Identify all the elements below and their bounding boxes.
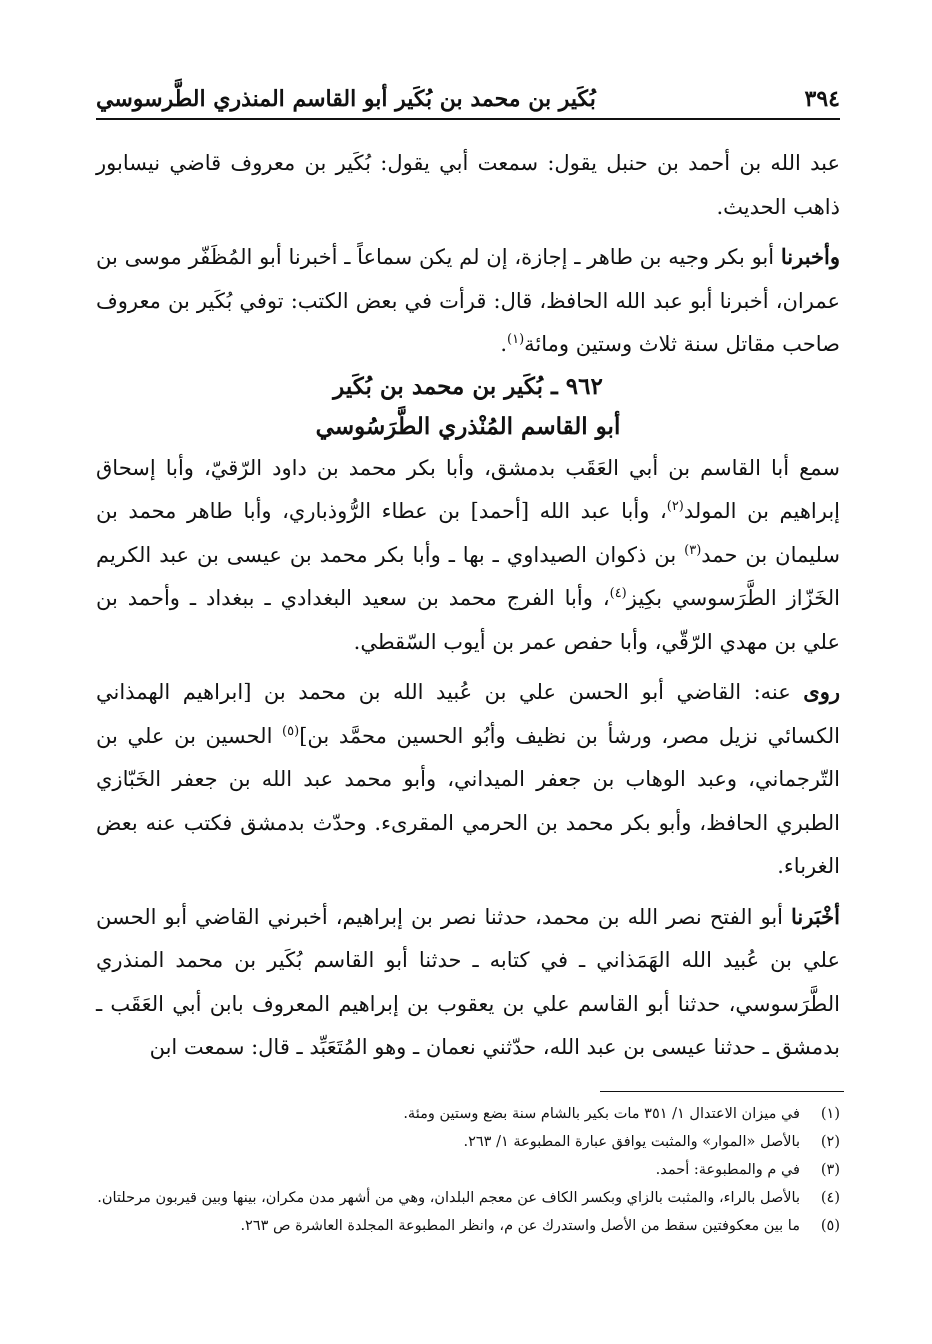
page-number: ٣٩٤	[804, 86, 840, 112]
footnote-3	[96, 1156, 840, 1184]
paragraph-3	[96, 447, 840, 665]
paragraph-5	[96, 895, 840, 1070]
paragraph-2-text: أبو بكر وجيه بن طاهر ـ إجازة، إن لم يكن سماعاً ـ أخبرنا أبو المُظَفّر موسى بن عمران، أخبرنا أبو عبد الله الحافظ، قال: قرأت في بعض الكتب: توفي بُكَير بن معروف صاحب مقاتل سنة ثلاث وستين ومائة	[96, 245, 840, 356]
footnote-ref-4: (٤)	[609, 586, 627, 601]
footnote-2	[96, 1128, 840, 1156]
paragraph-3-d: ، وأبا الفرج محمد بن سعيد البغدادي ـ ببغداد ـ وأحمد بن علي بن مهدي الرّقّي، وأبا حفص عمر بن أيوب السّقطي.	[96, 586, 840, 654]
footnote-text: بالأصل «الموار» والمثبت يوافق عبارة المطبوعة ١/ ٢٦٣.	[463, 1134, 800, 1150]
entry-title-line-2: أبو القاسم المُنْذري الطَّرَسُوسي	[315, 412, 621, 440]
running-title: بُكَير بن محمد بن بُكَير أبو القاسم المنذري الطَّرسوسي	[96, 86, 596, 112]
paragraph-2	[96, 235, 840, 367]
footnote-ref-5: (٥)	[282, 723, 300, 739]
paragraph-3-a: سمع أبا القاسم بن أبي العَقَب بدمشق، وأبا بكر محمد بن داود الرّقيّ، وأبا إسحاق إبراهيم بن المولد	[96, 455, 841, 523]
footnote-number: (٣)	[820, 1162, 840, 1178]
footnote-text: في ميزان الاعتدال ١/ ٣٥١ مات بكير بالشام سنة بضع وستين ومئة.	[403, 1106, 800, 1122]
paragraph-4-lead: روى	[803, 679, 840, 704]
paragraph-5-lead: أخْبَرنا	[791, 903, 840, 929]
footnote-text: في م والمطبوعة: أحمد.	[655, 1162, 800, 1178]
footnote-5	[96, 1212, 840, 1240]
footnote-number: (٢)	[820, 1134, 840, 1150]
footnote-text: ما بين معكوفتين سقط من الأصل واستدرك عن م، وانظر المطبوعة المجلدة العاشرة ص ٢٦٣.	[240, 1218, 800, 1234]
footnote-1	[96, 1100, 840, 1128]
paragraph-3-b: ، وأبا عبد الله [أحمد] بن عطاء الرُّوذباري، وأبا طاهر محمد بن سليمان بن حمد	[96, 499, 841, 567]
footnote-number: (١)	[820, 1106, 840, 1122]
paragraph-3-c: بن ذكوان الصيداوي ـ بها ـ وأبا بكر محمد بن عيسى بن عبد الكريم الخَزّاز الطَّرَسوسي بكِيز	[96, 542, 840, 610]
footnotes	[96, 1100, 840, 1240]
footnote-number: (٥)	[820, 1218, 840, 1234]
paragraph-1: عبد الله بن أحمد بن حنبل يقول: سمعت أبي يقول: بُكَير بن معروف قاضي نيسابور ذاهب الحديث.	[96, 151, 840, 219]
footnote-text: بالأصل بالراء، والمثبت بالزاي وبكسر الكاف عن معجم البلدان، وهي من أشهر مدن مكران، بينها وبين قيربون مرحلتان.	[97, 1190, 800, 1206]
footnote-number: (٤)	[820, 1190, 840, 1206]
page-header	[96, 70, 840, 120]
footnote-ref-2: (٢)	[666, 499, 684, 514]
paragraph-4	[96, 670, 840, 889]
paragraph-2-lead: وأخبرنا	[780, 244, 840, 269]
main-text	[96, 142, 840, 1070]
footnote-ref-1: (١)	[507, 332, 525, 347]
footnote-ref-3: (٣)	[684, 542, 702, 558]
paragraph-2-end: .	[500, 332, 507, 356]
footnote-divider	[600, 1091, 844, 1092]
footnote-4	[96, 1184, 840, 1212]
paragraph-4-a: عنه: القاضي أبو الحسن علي بن عُبيد الله بن محمد بن [ابراهيم الهمذاني الكسائي نزيل مصر، ورشأ بن نظيف وأبُو الحسين محمَّد بن]	[96, 680, 840, 748]
paragraph-4-b: الحسين بن علي بن التّرجماني، وعبد الوهاب بن جعفر الميداني، وأبو محمد عبد الله بن جعفر الخَبّازي الطبري الحافظ، وأبو بكر محمد بن الحرمي المقرىء. وحدّث بدمشق فكتب عنه بعض الغرباء.	[96, 723, 840, 878]
paragraph-5-text: أبو الفتح نصر الله بن محمد، حدثنا نصر بن إبراهيم، أخبرني القاضي أبو الحسن علي بن عُبيد الله الهَمَذاني ـ في كتابه ـ حدثنا أبو القاسم بُكَير بن محمد المنذري الطَّرَسوسي، حدثنا أبو القاسم علي بن يعقوب بن إبراهيم المعروف بابن أبي العَقَب ـ بدمشق ـ حدثنا عيسى بن عبد الله، حدّثني نعمان ـ وهو المُتَعَبِّد ـ قال: سمعت ابن	[96, 904, 840, 1059]
entry-title-line-1: ٩٦٢ ـ بُكَير بن محمد بن بُكَير	[333, 372, 603, 400]
